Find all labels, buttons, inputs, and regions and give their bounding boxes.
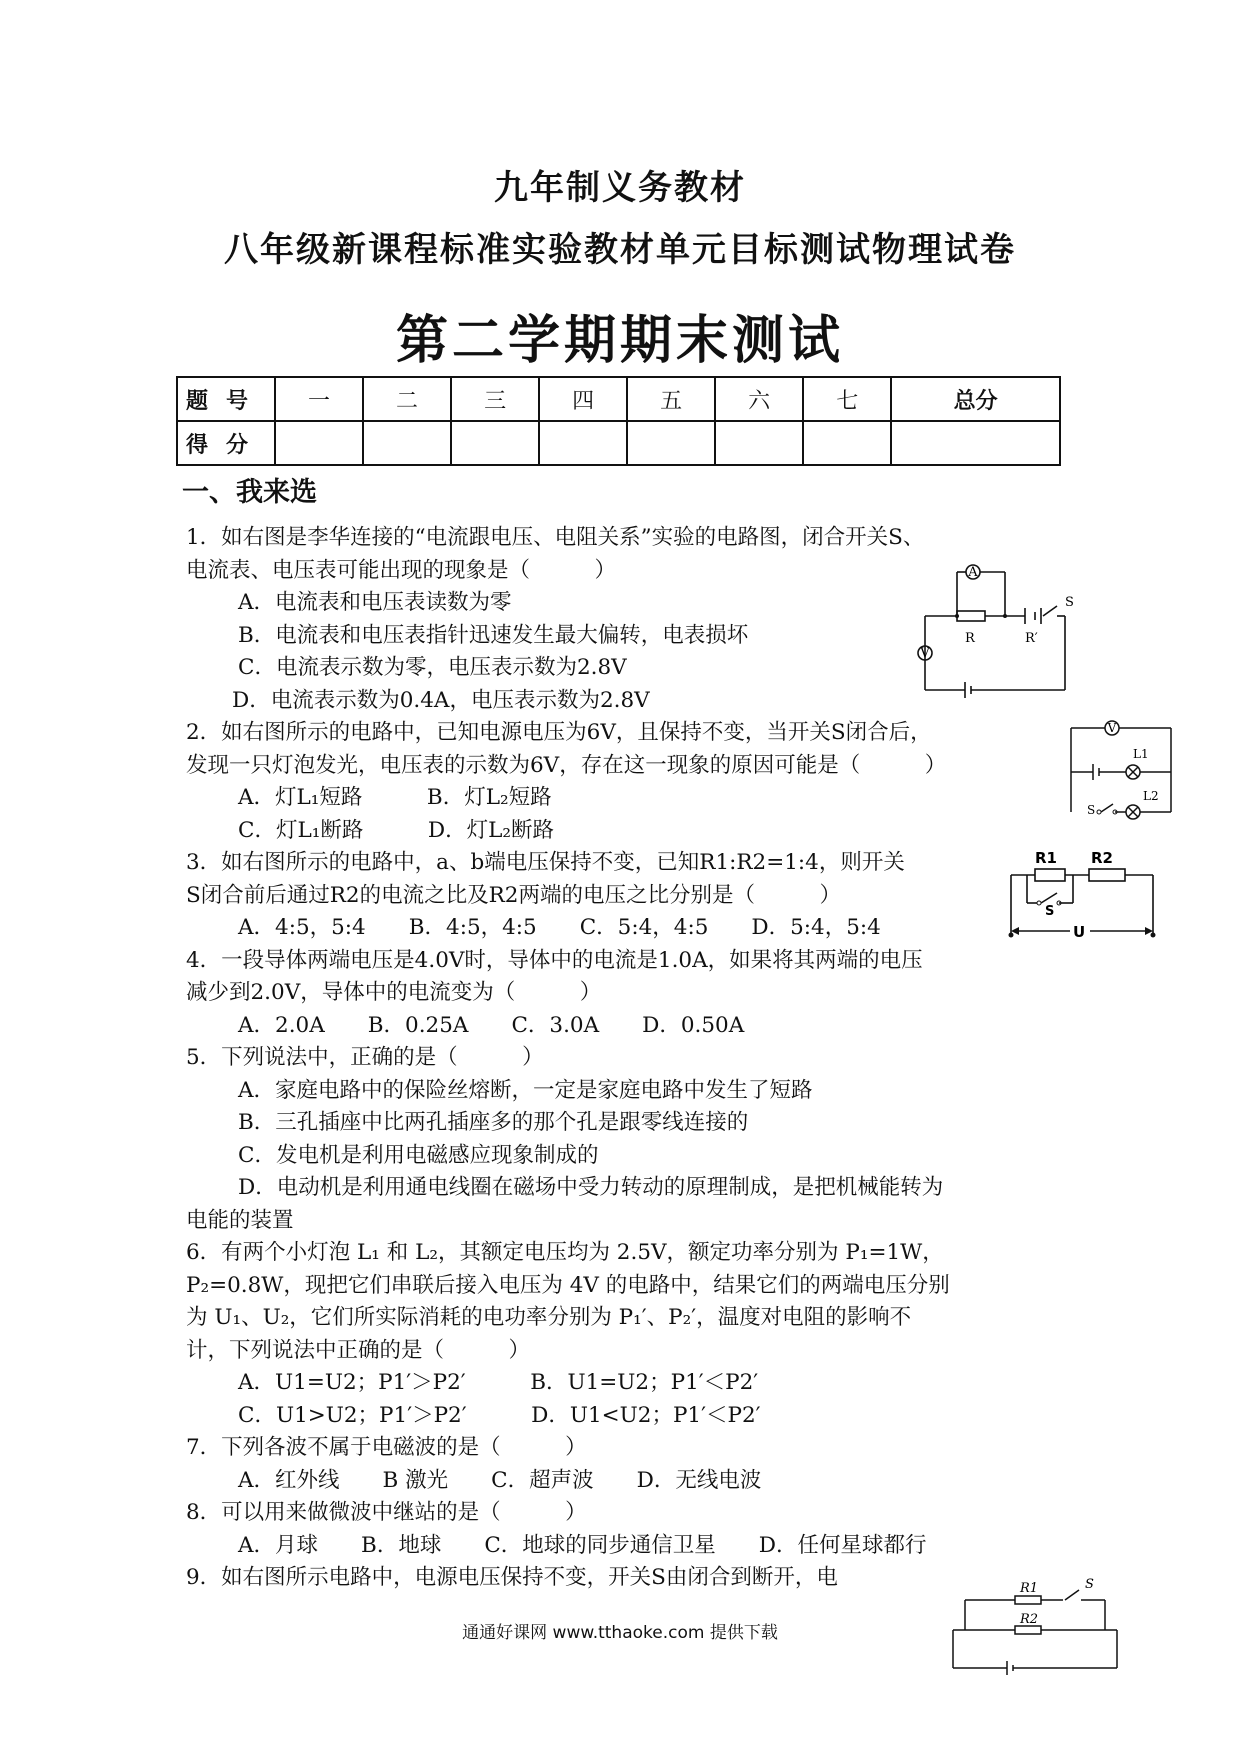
option-line: A．2.0A B．0.25A C．3.0A D．0.50A xyxy=(238,1012,745,1038)
score-col: 五 xyxy=(627,377,715,421)
r2-label: R2 xyxy=(1091,849,1113,867)
circuit-diagram-2 xyxy=(1065,710,1177,835)
score-cell[interactable] xyxy=(803,421,891,465)
score-col: 一 xyxy=(275,377,363,421)
switch-label: S xyxy=(1085,1578,1094,1592)
option-line: A．4:5，5:4 B．4:5，4:5 C．5:4，4:5 D．5:4，5:4 xyxy=(238,915,881,940)
option-line: C．发电机是利用电磁感应现象制成的 xyxy=(238,1142,599,1168)
option-line: B．三孔插座中比两孔插座多的那个孔是跟零线连接的 xyxy=(238,1110,749,1135)
option-line: A．电流表和电压表读数为零 xyxy=(238,590,512,615)
score-cell[interactable] xyxy=(627,421,715,465)
question-line: 6．有两个小灯泡 L₁ 和 L₂，其额定电压均为 2.5V，额定功率分别为 P₁=1W， xyxy=(186,1240,944,1265)
section-title: 一、我来选 xyxy=(182,477,317,508)
question-line: 3．如右图所示的电路中，a、b端电压保持不变，已知R1:R2=1:4，则开关 xyxy=(186,850,905,875)
question-line: 5．下列说法中，正确的是（ ） xyxy=(186,1045,544,1070)
switch-label: S xyxy=(1087,803,1096,817)
header-line-1: 九年制义务教材 xyxy=(494,168,746,208)
option-line: C．电流表示数为零，电压表示数为2.8V xyxy=(238,655,627,680)
score-col: 四 xyxy=(539,377,627,421)
page-footer: 通通好课网 www.tthaoke.com 提供下载 xyxy=(462,1623,778,1643)
r1-label: R1 xyxy=(1020,1581,1039,1596)
score-table xyxy=(176,376,1061,466)
question-line: 1．如右图是李华连接的“电流跟电压、电阻关系”实验的电路图，闭合开关S、 xyxy=(186,525,925,550)
score-cell[interactable] xyxy=(539,421,627,465)
option-line: A．U1=U2；P1′＞P2′ B．U1=U2；P1′＜P2′ xyxy=(238,1370,759,1395)
score-col: 二 xyxy=(363,377,451,421)
question-line: 9．如右图所示电路中，电源电压保持不变，开关S由闭合到断开，电 xyxy=(186,1565,838,1590)
question-line: 计，下列说法中正确的是（ ） xyxy=(186,1337,531,1363)
question-line: 发现一只灯泡发光，电压表的示数为6V，存在这一现象的原因可能是（ ） xyxy=(186,752,947,778)
score-col: 三 xyxy=(451,377,539,421)
option-line: C．灯L₁断路 D．灯L₂断路 xyxy=(238,817,554,843)
ammeter-label: A xyxy=(968,565,978,580)
option-line: D．电流表示数为0.4A，电压表示数为2.8V xyxy=(232,687,650,713)
score-cell[interactable] xyxy=(891,421,1060,465)
question-line: 电流表、电压表可能出现的现象是（ ） xyxy=(186,557,617,583)
header-line-2: 八年级新课程标准实验教材单元目标测试物理试卷 xyxy=(224,230,1016,270)
score-row-label: 得分 xyxy=(177,421,275,465)
voltage-label: U xyxy=(1073,923,1086,941)
switch-label: S xyxy=(1065,595,1074,610)
circuit-diagram-3 xyxy=(1005,845,1165,945)
score-cell[interactable] xyxy=(715,421,803,465)
score-col-total: 总分 xyxy=(891,377,1060,421)
score-col: 七 xyxy=(803,377,891,421)
score-cell[interactable] xyxy=(363,421,451,465)
option-line: C．U1>U2；P1′＞P2′ D．U1<U2；P1′＜P2′ xyxy=(238,1402,761,1428)
option-line: A．月球 B．地球 C．地球的同步通信卫星 D．任何星球都行 xyxy=(238,1532,927,1558)
option-line: A．红外线 B 激光 C．超声波 D．无线电波 xyxy=(238,1467,762,1493)
resistor-label: R xyxy=(965,631,975,646)
score-table-score-row xyxy=(177,421,1060,465)
question-line: 8．可以用来做微波中继站的是（ ） xyxy=(186,1500,587,1525)
question-line: P₂=0.8W，现把它们串联后接入电压为 4V 的电路中，结果它们的两端电压分别 xyxy=(186,1272,950,1298)
question-line: 2．如右图所示的电路中，已知电源电压为6V，且保持不变，当开关S闭合后， xyxy=(186,720,932,745)
option-line: D．电动机是利用通电线圈在磁场中受力转动的原理制成，是把机械能转为 xyxy=(238,1175,944,1200)
question-line: 4．一段导体两端电压是4.0V时，导体中的电流是1.0A，如果将其两端的电压 xyxy=(186,947,923,973)
score-col: 六 xyxy=(715,377,803,421)
option-line: B．电流表和电压表指针迅速发生最大偏转，电表损坏 xyxy=(238,622,749,648)
lamp2-label: L2 xyxy=(1143,789,1159,803)
question-line: 为 U₁、U₂，它们所实际消耗的电功率分别为 P₁′、P₂′，温度对电阻的影响不 xyxy=(186,1305,912,1330)
question-line: 减少到2.0V，导体中的电流变为（ ） xyxy=(186,980,602,1005)
rheostat-label: R′ xyxy=(1025,631,1038,646)
question-line: S闭合前后通过R2的电流之比及R2两端的电压之比分别是（ ） xyxy=(186,882,841,908)
voltmeter-label: V xyxy=(920,646,930,661)
question-line: 7．下列各波不属于电磁波的是（ ） xyxy=(186,1435,587,1460)
circuit-diagram-1 xyxy=(915,560,1085,710)
score-table-header-row xyxy=(177,377,1060,421)
lamp1-label: L1 xyxy=(1133,747,1149,761)
question-line: 电能的装置 xyxy=(186,1207,294,1233)
exam-title: 第二学期期末测试 xyxy=(395,311,844,371)
score-cell[interactable] xyxy=(451,421,539,465)
score-row-label: 题号 xyxy=(177,377,275,421)
option-line: A．家庭电路中的保险丝熔断，一定是家庭电路中发生了短路 xyxy=(238,1077,813,1103)
option-line: A．灯L₁短路 B．灯L₂短路 xyxy=(238,785,552,810)
r2-label: R2 xyxy=(1020,1612,1039,1627)
switch-label: S xyxy=(1045,904,1055,919)
r1-label: R1 xyxy=(1035,849,1057,867)
score-cell[interactable] xyxy=(275,421,363,465)
voltmeter-label: V xyxy=(1107,721,1117,735)
